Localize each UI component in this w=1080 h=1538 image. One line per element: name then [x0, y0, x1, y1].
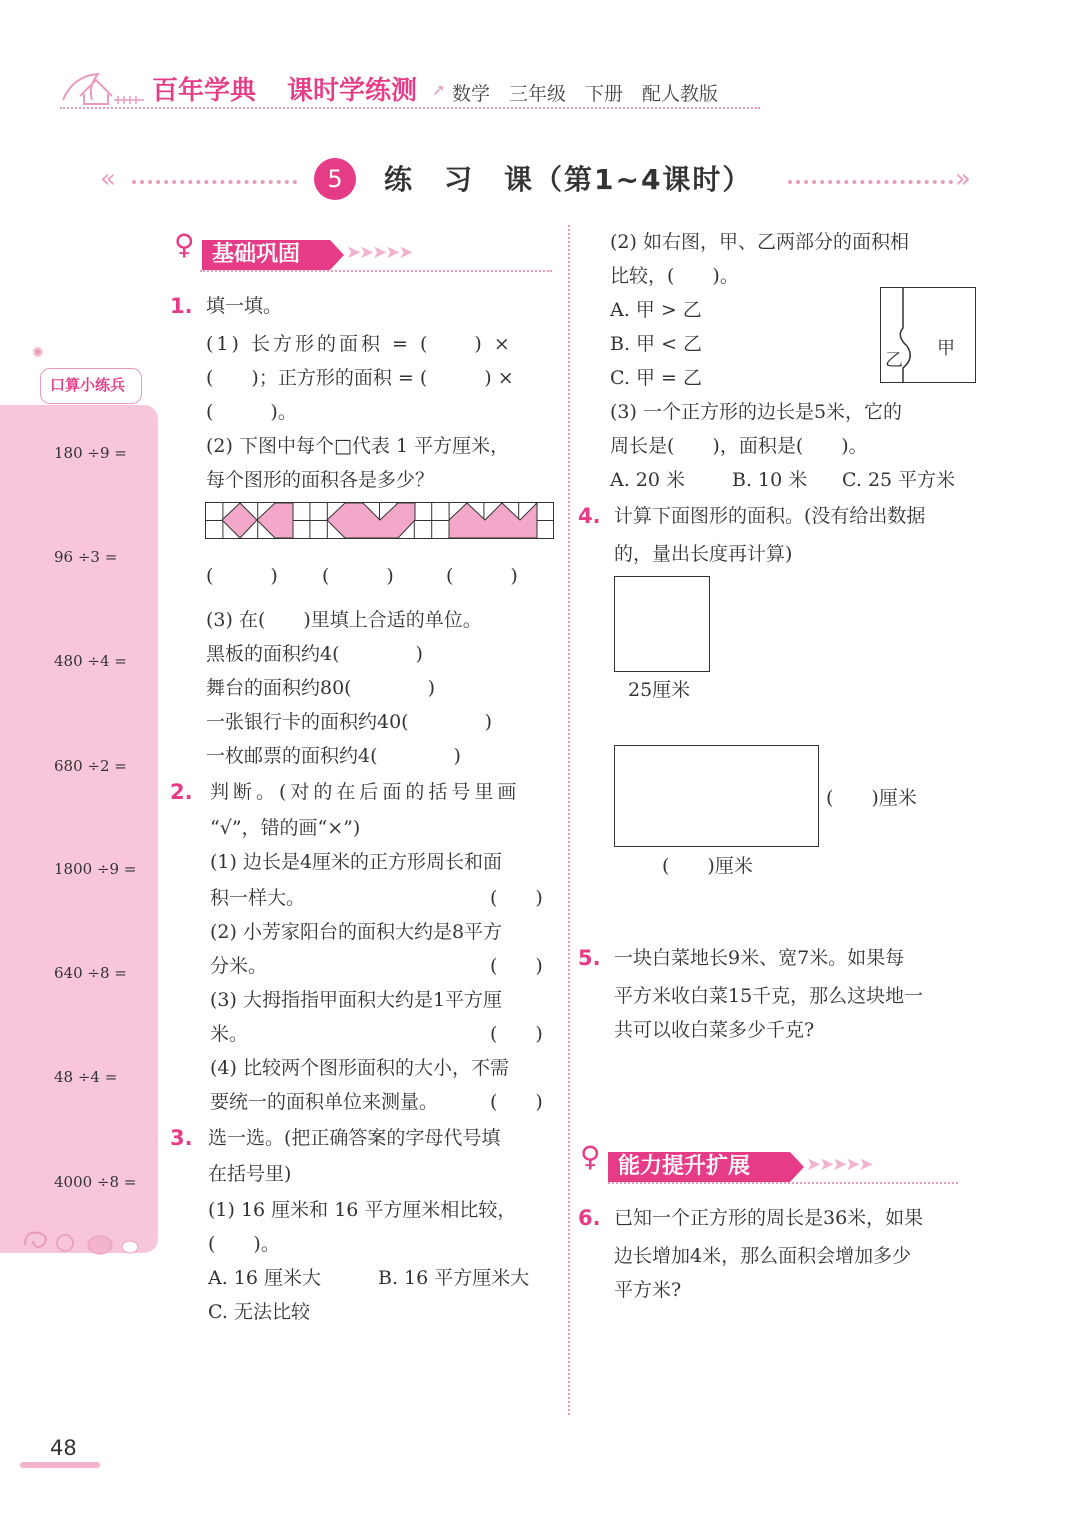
choice-option-b[interactable]: B. 16 平方厘米大 [378, 1267, 530, 1289]
figure-label-jia: 甲 [937, 338, 955, 359]
section-advanced-label: 能力提升扩展 [608, 1152, 790, 1182]
title-dots-right [788, 180, 953, 184]
unit-blank-item[interactable]: 舞台的面积约80( ) [206, 677, 436, 699]
q1-part1-line: ( )；正方形的面积 = ( ) × [206, 367, 514, 389]
section-underline [608, 1182, 958, 1184]
answer-blank[interactable]: ( ) [446, 565, 518, 587]
sidebar-item: 680 ÷2 = [54, 757, 127, 775]
unit-blank-item[interactable]: 一枚邮票的面积约4( ) [206, 745, 461, 767]
q4-instruction: 计算下面图形的面积。(没有给出数据 [614, 505, 926, 527]
sidebar-title: 口算小练兵 [50, 376, 126, 394]
rectangle-figure [614, 745, 819, 847]
rect-bottom-blank[interactable]: ( )厘米 [662, 855, 753, 877]
q6-text: 平方米? [614, 1279, 682, 1301]
choice-option-c[interactable]: C. 甲 = 乙 [610, 367, 702, 389]
judge-answer-paren[interactable]: ( ) [490, 1091, 543, 1113]
q1-part2-line: (2) 下图中每个□代表 1 平方厘米， [206, 435, 510, 457]
sidebar-item: 4000 ÷8 = [54, 1173, 137, 1191]
judge-answer-paren[interactable]: ( ) [490, 955, 543, 977]
judge-item: 分米。 [210, 955, 268, 977]
choice-answer-paren[interactable]: ( )。 [208, 1233, 280, 1255]
girl-icon: ♀ [580, 1140, 601, 1173]
sidebar-item: 96 ÷3 = [54, 548, 118, 566]
section-underline [200, 270, 552, 272]
choice-option-a[interactable]: A. 甲 > 乙 [610, 299, 702, 321]
label-arrow-icon [790, 1152, 804, 1182]
judge-item: 米。 [210, 1023, 249, 1045]
sidebar-panel [0, 405, 158, 1253]
sidebar-item: 1800 ÷9 = [54, 860, 137, 878]
choice-option-c[interactable]: C. 无法比较 [208, 1301, 310, 1323]
arrow-icon: ➚ [432, 80, 446, 99]
lesson-number-badge: 5 [314, 158, 356, 200]
question-number: 6. [578, 1206, 601, 1230]
sun-icon: ✺ [32, 345, 44, 361]
label-arrow-icon [330, 240, 344, 270]
area-comparison-figure [880, 287, 976, 383]
house-logo-icon [58, 66, 148, 106]
unit-blank-item[interactable]: 黑板的面积约4( ) [206, 643, 423, 665]
figure-label-yi: 乙 [885, 350, 903, 371]
column-divider [568, 225, 570, 1415]
judge-item: (2) 小芳家阳台的面积大约是8平方 [210, 921, 503, 943]
q5-text: 一块白菜地长9米、宽7米。如果每 [614, 947, 905, 969]
sidebar-item: 480 ÷4 = [54, 652, 127, 670]
choice-option-a[interactable]: A. 20 米 [610, 469, 686, 491]
swirl-decoration-icon [15, 1225, 145, 1260]
q6-text: 已知一个正方形的周长是36米，如果 [614, 1207, 924, 1229]
sidebar-item: 48 ÷4 = [54, 1068, 118, 1086]
question-number: 3. [170, 1126, 193, 1150]
judge-answer-paren[interactable]: ( ) [490, 1023, 543, 1045]
header-divider [60, 107, 760, 109]
q5-text: 平方米收白菜15千克，那么这块地一 [614, 985, 924, 1007]
q2-instruction: 判断。(对的在后面的括号里画 [210, 781, 521, 803]
question-number: 4. [578, 504, 601, 528]
sidebar-item: 640 ÷8 = [54, 964, 127, 982]
choice-question: (2) 如右图，甲、乙两部分的面积相 [610, 231, 909, 253]
choice-question: (1) 16 厘米和 16 平方厘米相比较， [208, 1199, 517, 1221]
judge-item: (1) 边长是4厘米的正方形周长和面 [210, 851, 503, 873]
page-number: 48 [50, 1436, 77, 1460]
arrows-decoration-icon: ➤➤➤➤➤ [346, 242, 412, 263]
title-dots-left [132, 180, 297, 184]
judge-item: (3) 大拇指指甲面积大约是1平方厘 [210, 989, 503, 1011]
choice-option-c[interactable]: C. 25 平方米 [842, 469, 956, 491]
q1-part1-line: (1) 长方形的面积 = ( ) × [206, 333, 513, 355]
sidebar-item: 180 ÷9 = [54, 444, 127, 462]
rect-side-blank[interactable]: ( )厘米 [826, 787, 917, 809]
question-number: 1. [170, 294, 193, 318]
question-title: 填一填。 [206, 295, 283, 317]
lesson-title: 练 习 课（第1~4课时） [384, 163, 753, 196]
page-number-bar [20, 1462, 100, 1468]
question-number: 5. [578, 946, 601, 970]
brand-subtitle: 课时学练测 [287, 76, 418, 106]
choice-answer-paren[interactable]: 比较，( )。 [610, 265, 739, 287]
q6-text: 边长增加4米，那么面积会增加多少 [614, 1245, 912, 1267]
judge-item: (4) 比较两个图形面积的大小，不需 [210, 1057, 509, 1079]
q5-text: 共可以收白菜多少千克? [614, 1019, 815, 1041]
answer-blank[interactable]: ( ) [206, 565, 278, 587]
q4-instruction: 的，量出长度再计算) [614, 543, 793, 565]
q3-instruction: 在括号里) [208, 1163, 292, 1185]
brand-title: 百年学典 [152, 76, 257, 106]
section-basic-label: 基础巩固 [202, 240, 330, 270]
square-side-label: 25厘米 [628, 679, 691, 701]
grid-shapes-figure [205, 502, 555, 540]
choice-option-a[interactable]: A. 16 厘米大 [208, 1267, 322, 1289]
unit-blank-item[interactable]: 一张银行卡的面积约40( ) [206, 711, 493, 733]
q1-part3-title: (3) 在( )里填上合适的单位。 [206, 609, 482, 631]
q2-instruction: “√”，错的画“×”) [210, 817, 361, 839]
left-chevron-icon: « [100, 164, 116, 194]
right-chevron-icon: » [955, 164, 971, 194]
question-number: 2. [170, 780, 193, 804]
judge-item: 积一样大。 [210, 887, 306, 909]
choice-answer-paren[interactable]: 周长是( )，面积是( )。 [610, 435, 868, 457]
subject-info: 数学 三年级 下册 配人教版 [452, 83, 719, 105]
q1-part2-line: 每个图形的面积各是多少？ [206, 469, 435, 491]
choice-option-b[interactable]: B. 甲 < 乙 [610, 333, 703, 355]
judge-answer-paren[interactable]: ( ) [490, 887, 543, 909]
judge-item: 要统一的面积单位来测量。 [210, 1091, 439, 1113]
choice-option-b[interactable]: B. 10 米 [732, 469, 808, 491]
q1-part1-line: ( )。 [206, 401, 297, 423]
choice-question: (3) 一个正方形的边长是5米，它的 [610, 401, 903, 423]
square-figure [614, 576, 710, 672]
arrows-decoration-icon: ➤➤➤➤➤ [806, 1154, 872, 1175]
answer-blank[interactable]: ( ) [322, 565, 394, 587]
girl-icon: ♀ [174, 228, 195, 261]
q3-instruction: 选一选。(把正确答案的字母代号填 [208, 1127, 501, 1149]
